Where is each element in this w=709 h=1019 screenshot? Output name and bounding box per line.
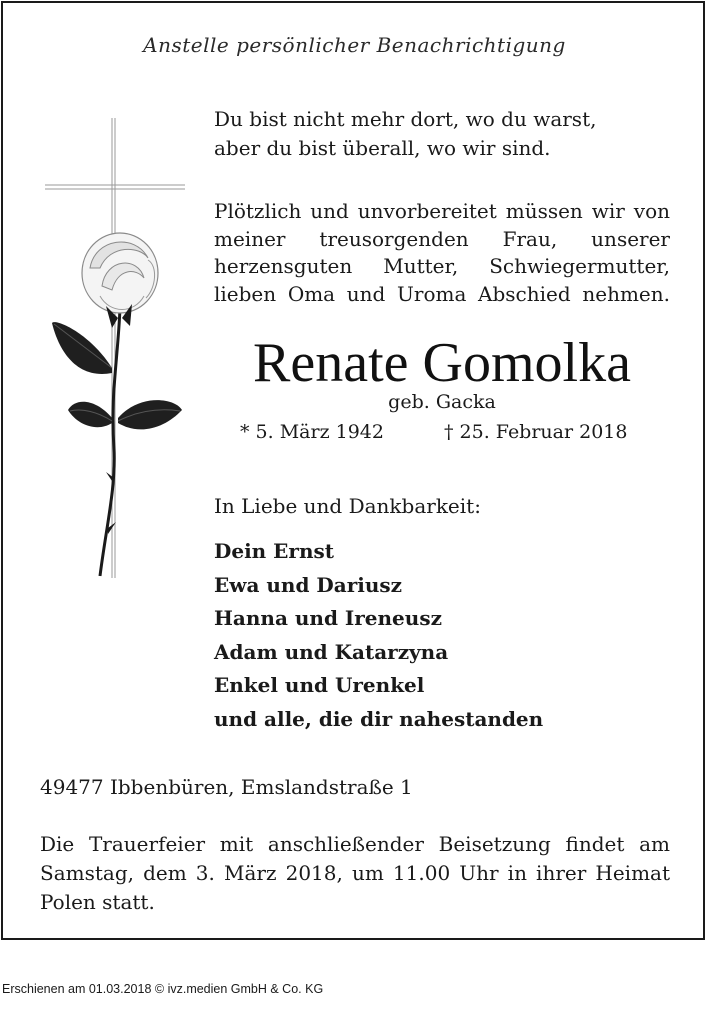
dedication: In Liebe und Dankbarkeit: bbox=[214, 494, 481, 518]
family-list bbox=[214, 535, 543, 736]
maiden-name: geb. Gacka bbox=[388, 391, 496, 413]
poem-line: aber du bist überall, wo wir sind. bbox=[214, 136, 551, 160]
birth-date: * 5. März 1942 bbox=[240, 421, 384, 443]
publication-footer: Erschienen am 01.03.2018 © ivz.medien GmbH & Co. KG bbox=[2, 982, 324, 996]
family-member: Ewa und Dariusz bbox=[214, 572, 403, 597]
family-member: und alle, die dir nahestanden bbox=[214, 706, 544, 731]
family-member: Enkel und Urenkel bbox=[214, 673, 425, 697]
cross-with-rose-icon bbox=[40, 118, 200, 583]
death-date: † 25. Februar 2018 bbox=[444, 421, 628, 443]
notice-header: Anstelle persönlicher Benachrichtigung bbox=[143, 33, 566, 57]
poem bbox=[214, 105, 596, 163]
family-member: Dein Ernst bbox=[214, 539, 334, 563]
intro-text: Plötzlich und unvorbereitet müssen wir von meiner treusorgenden Frau, unserer herzensguten Mutter, Schwiegermutter, lieben Oma und Uroma Abschied nehmen. bbox=[214, 199, 670, 306]
family-member: Hanna und Ireneusz bbox=[214, 606, 442, 630]
address: 49477 Ibbenbüren, Emslandstraße 1 bbox=[40, 775, 413, 799]
poem-line: Du bist nicht mehr dort, wo du warst, bbox=[214, 107, 597, 131]
family-member: Adam und Katarzyna bbox=[214, 639, 449, 664]
deceased-name: Renate Gomolka bbox=[253, 332, 631, 394]
ceremony-text: Die Trauerfeier mit anschließender Beisetzung findet am Samstag, dem 3. März 2018, um 11.00 Uhr in ihrer Heimat Polen statt. bbox=[40, 832, 670, 914]
